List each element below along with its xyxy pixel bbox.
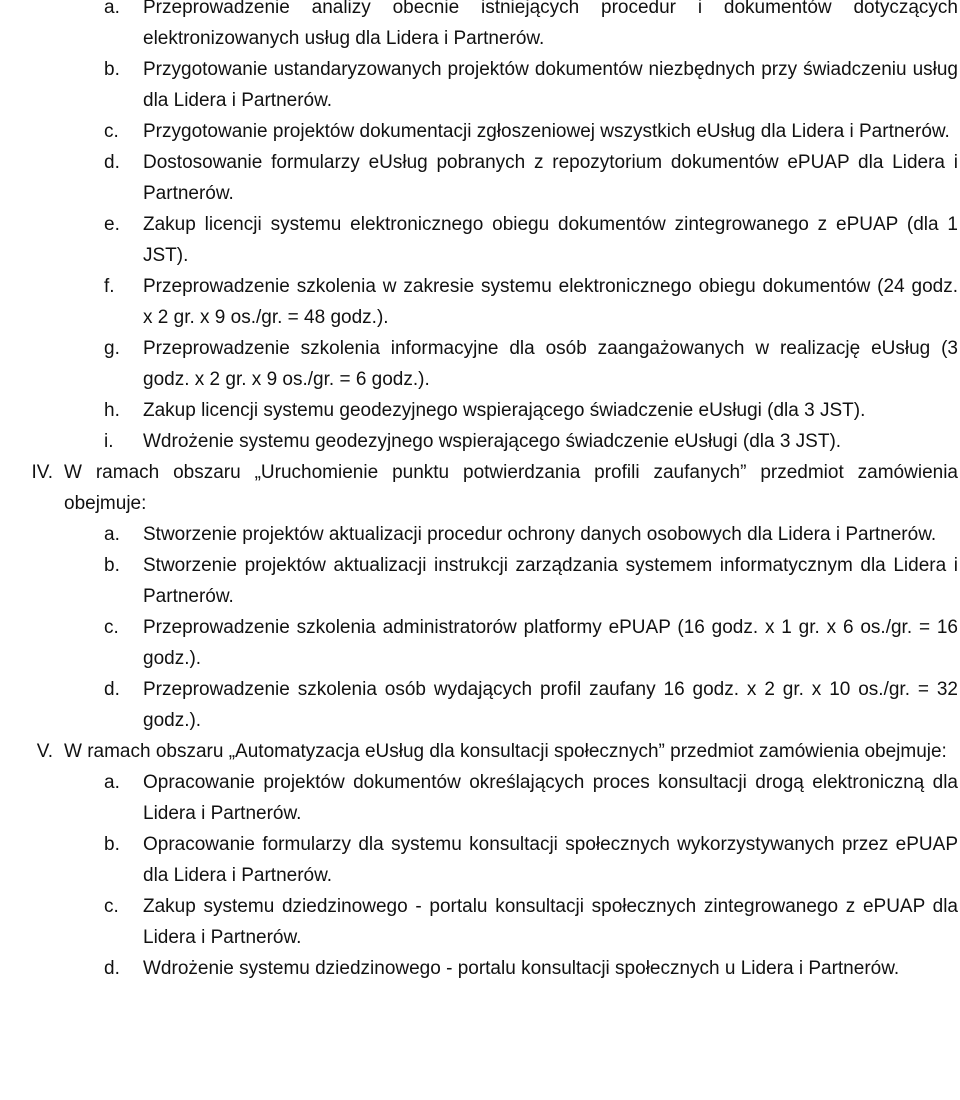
- list-text: Stworzenie projektów aktualizacji procedur ochrony danych osobowych dla Lidera i Partnerów.: [143, 524, 937, 545]
- list-item-d: [0, 674, 958, 736]
- list-label: b.: [104, 555, 120, 576]
- list-item-f: [0, 271, 958, 333]
- list-text: Zakup licencji systemu elektronicznego obiegu dokumentów zintegrowanego z ePUAP (dla 1 JST).: [143, 214, 958, 266]
- section-heading-iv: [0, 457, 958, 519]
- list-item-c: [0, 116, 958, 147]
- list-text: Przeprowadzenie szkolenia w zakresie systemu elektronicznego obiegu dokumentów (24 godz. x 2 gr. x 9 os./gr. = 48 godz.).: [143, 276, 958, 328]
- list-label: i.: [104, 431, 114, 452]
- list-label: g.: [104, 338, 120, 359]
- list-text: Przeprowadzenie szkolenia osób wydających profil zaufany 16 godz. x 2 gr. x 10 os./gr. = 32 godz.).: [143, 679, 958, 731]
- list-item-a: [0, 0, 958, 54]
- list-item-a: [0, 767, 958, 829]
- list-text: Przeprowadzenie szkolenia informacyjne dla osób zaangażowanych w realizację eUsług (3 godz. x 2 gr. x 9 os./gr. = 6 godz.).: [143, 338, 958, 390]
- list-label: d.: [104, 958, 120, 979]
- list-item-c: [0, 891, 958, 953]
- section-text: W ramach obszaru „Automatyzacja eUsług dla konsultacji społecznych” przedmiot zamówienia obejmuje:: [64, 741, 947, 762]
- list-text: Opracowanie formularzy dla systemu konsultacji społecznych wykorzystywanych przez ePUAP dla Lidera i Partnerów.: [143, 834, 958, 886]
- list-text: Przygotowanie ustandaryzowanych projektów dokumentów niezbędnych przy świadczeniu usług dla Lidera i Partnerów.: [143, 59, 958, 111]
- section-number: IV.: [31, 462, 53, 483]
- list-label: c.: [104, 617, 119, 638]
- list-item-c: [0, 612, 958, 674]
- list-label: h.: [104, 400, 120, 421]
- list-item-h: [0, 395, 958, 426]
- list-item-e: [0, 209, 958, 271]
- list-label: c.: [104, 896, 119, 917]
- list-text: Stworzenie projektów aktualizacji instrukcji zarządzania systemem informatycznym dla Lidera i Partnerów.: [143, 555, 958, 607]
- list-item-b: [0, 54, 958, 116]
- list-label: d.: [104, 152, 120, 173]
- list-label: a.: [104, 524, 120, 545]
- list-text: Przeprowadzenie analizy obecnie istniejących procedur i dokumentów dotyczących elektronizowanych usług dla Lidera i Partnerów.: [143, 0, 958, 49]
- list-text: Wdrożenie systemu geodezyjnego wspierającego świadczenie eUsługi (dla 3 JST).: [143, 431, 842, 452]
- list-label: a.: [104, 772, 120, 793]
- list-text: Zakup systemu dziedzinowego - portalu konsultacji społecznych zintegrowanego z ePUAP dla Lidera i Partnerów.: [143, 896, 958, 948]
- section-heading-v: [0, 736, 958, 767]
- list-label: b.: [104, 834, 120, 855]
- list-text: Przygotowanie projektów dokumentacji zgłoszeniowej wszystkich eUsług dla Lidera i Partnerów.: [143, 121, 950, 142]
- list-label: a.: [104, 0, 120, 18]
- section-text: W ramach obszaru „Uruchomienie punktu potwierdzania profili zaufanych” przedmiot zamówienia obejmuje:: [64, 462, 958, 514]
- list-label: d.: [104, 679, 120, 700]
- list-item-b: [0, 829, 958, 891]
- list-item-d: [0, 953, 958, 984]
- list-label: e.: [104, 214, 120, 235]
- list-text: Zakup licencji systemu geodezyjnego wspierającego świadczenie eUsługi (dla 3 JST).: [143, 400, 866, 421]
- list-text: Wdrożenie systemu dziedzinowego - portalu konsultacji społecznych u Lidera i Partnerów.: [143, 958, 900, 979]
- section-number: V.: [36, 741, 53, 762]
- list-item-a: [0, 519, 958, 550]
- list-item-g: [0, 333, 958, 395]
- list-item-i: [0, 426, 958, 457]
- list-label: b.: [104, 59, 120, 80]
- list-text: Opracowanie projektów dokumentów określających proces konsultacji drogą elektroniczną dla Lidera i Partnerów.: [143, 772, 958, 824]
- list-item-b: [0, 550, 958, 612]
- list-text: Dostosowanie formularzy eUsług pobranych z repozytorium dokumentów ePUAP dla Lidera i Partnerów.: [143, 152, 958, 204]
- list-label: c.: [104, 121, 119, 142]
- list-label: f.: [104, 276, 115, 297]
- list-text: Przeprowadzenie szkolenia administratorów platformy ePUAP (16 godz. x 1 gr. x 6 os./gr. = 16 godz.).: [143, 617, 958, 669]
- list-item-d: [0, 147, 958, 209]
